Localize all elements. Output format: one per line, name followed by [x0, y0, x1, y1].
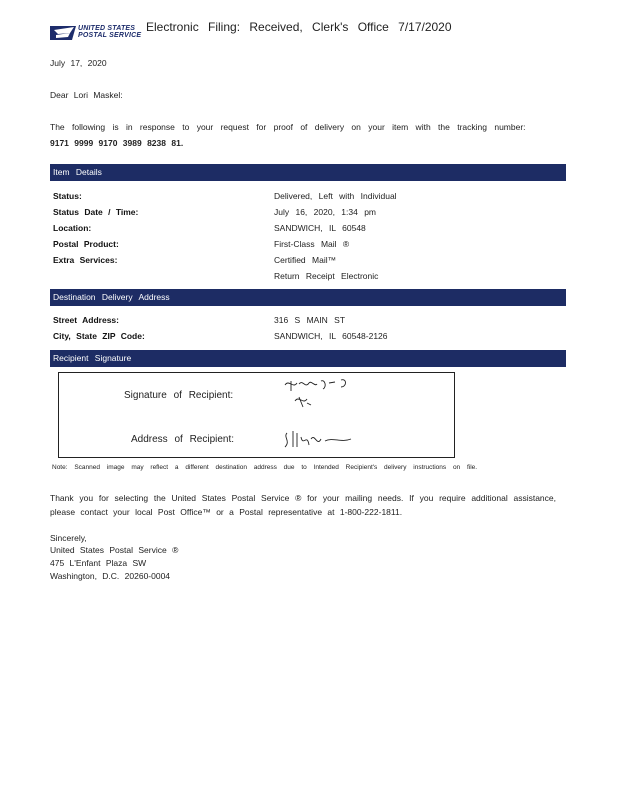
street-address-value: 316 S MAIN ST: [274, 315, 346, 325]
closing-street: 475 L'Enfant Plaza SW: [50, 558, 147, 568]
status-date-label: Status Date / Time:: [53, 207, 139, 217]
usps-logo: [50, 22, 142, 42]
filing-stamp: Electronic Filing: Received, Clerk's Office 7/17/2020: [146, 20, 452, 34]
tracking-number: 9171 9999 9170 3989 8238 81: [50, 138, 181, 148]
signature-scribble: [281, 375, 371, 415]
thanks-paragraph: Thank you for selecting the United States Postal Service ® for your mailing needs. If you require additional assistance, please contact your local Post Office™ or a Postal representative at 1-800-222-1811.: [50, 493, 556, 517]
postal-product-value: First-Class Mail ®: [274, 239, 350, 249]
tracking-suffix: .: [180, 138, 184, 148]
status-value: Delivered, Left with Individual: [274, 191, 397, 201]
city-state-zip-label: City, State ZIP Code:: [53, 331, 145, 341]
extra-services-value-2: Return Receipt Electronic: [274, 271, 379, 281]
intro-text: The following is in response to your request for proof of delivery on your item with the tracking number:: [50, 122, 526, 132]
closing-city: Washington, D.C. 20260-0004: [50, 571, 171, 581]
postal-product-label: Postal Product:: [53, 239, 119, 249]
closing-org: United States Postal Service ®: [50, 545, 179, 555]
status-date-value: July 16, 2020, 1:34 pm: [274, 207, 377, 217]
location-label: Location:: [53, 223, 92, 233]
logo-line-2: POSTAL SERVICE: [78, 32, 142, 39]
tracking-number-line: [50, 138, 183, 148]
signature-box: [58, 372, 455, 458]
address-scribble: [281, 427, 361, 453]
street-address-label: Street Address:: [53, 315, 119, 325]
city-state-zip-value: SANDWICH, IL 60548-2126: [274, 331, 388, 341]
extra-services-label: Extra Services:: [53, 255, 118, 265]
logo-line-1: UNITED STATES: [78, 25, 136, 32]
closing-sincerely: Sincerely,: [50, 533, 87, 543]
signature-label: Signature of Recipient:: [124, 390, 234, 401]
address-label: Address of Recipient:: [131, 434, 235, 445]
letter-date: July 17, 2020: [50, 58, 107, 68]
eagle-icon: [50, 22, 76, 42]
destination-header: Destination Delivery Address: [50, 289, 566, 306]
salutation: Dear Lori Maskel:: [50, 90, 123, 100]
location-value: SANDWICH, IL 60548: [274, 223, 366, 233]
status-label: Status:: [53, 191, 82, 201]
extra-services-value: Certified Mail™: [274, 255, 337, 265]
scan-note: Note: Scanned image may reflect a different destination address due to Intended Recipient's delivery instructions on file.: [52, 464, 478, 471]
item-details-header: Item Details: [50, 164, 566, 181]
recipient-signature-header: Recipient Signature: [50, 350, 566, 367]
